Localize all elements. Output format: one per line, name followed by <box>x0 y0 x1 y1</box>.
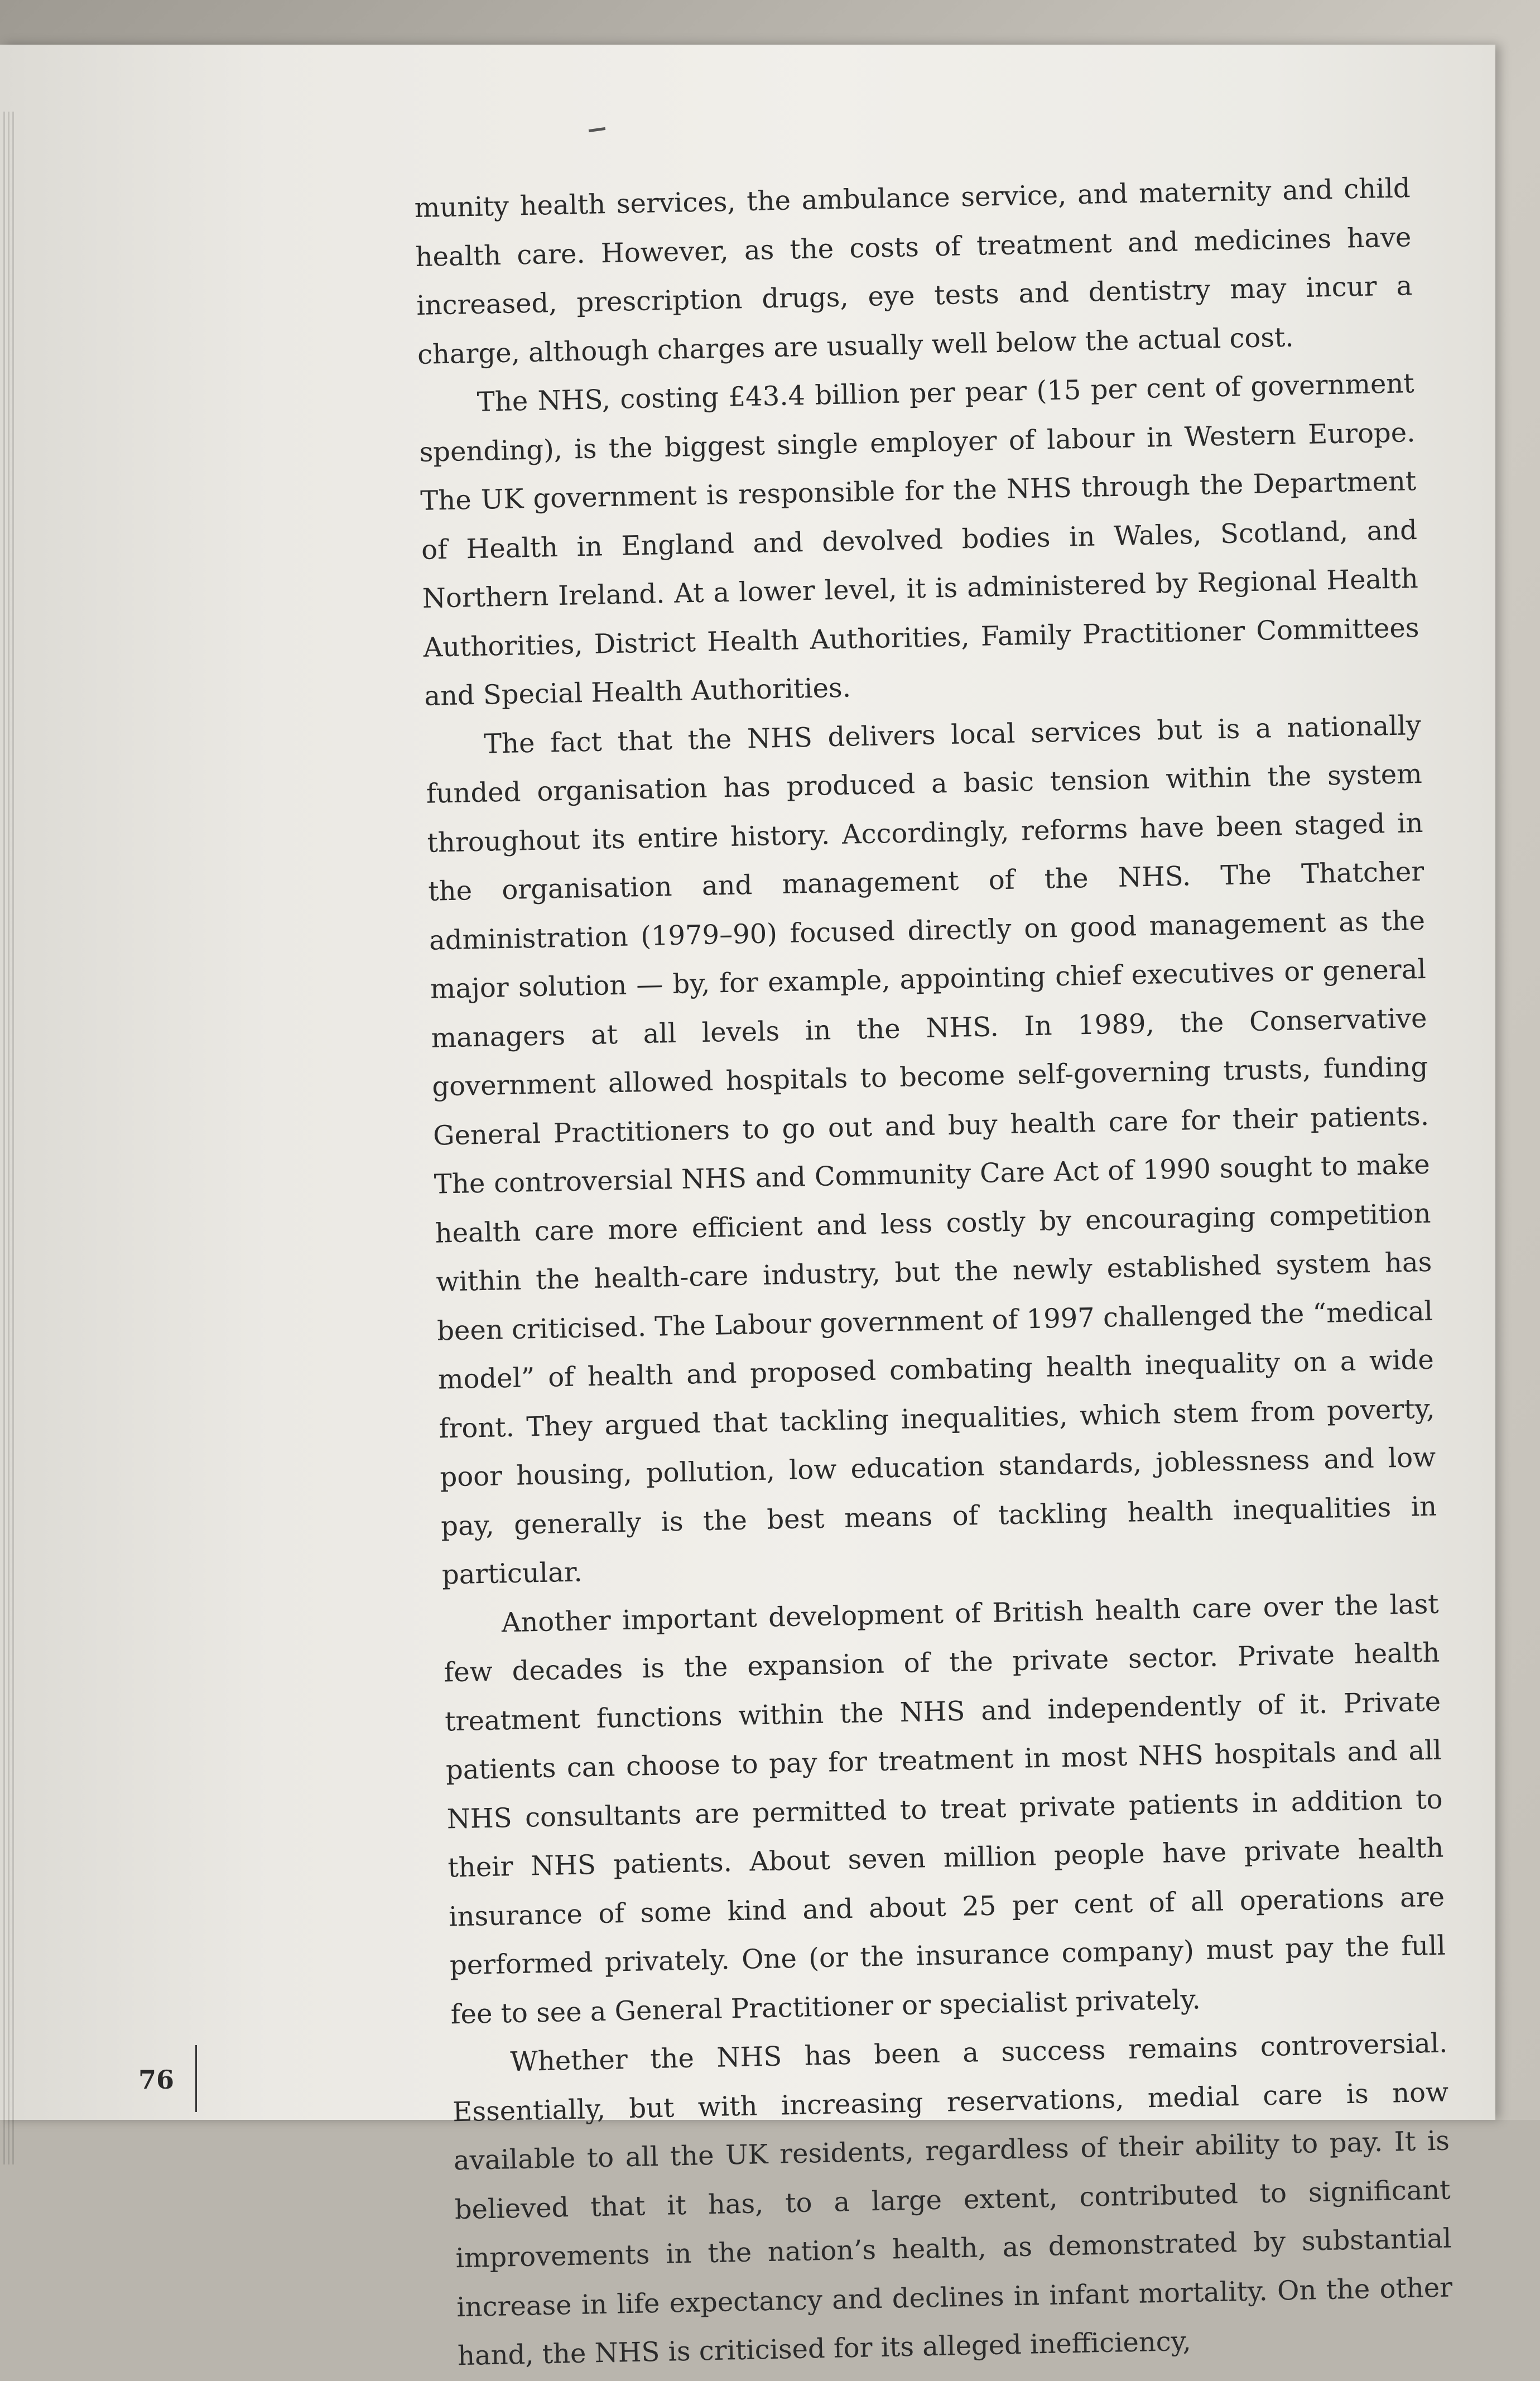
page-number-rule <box>195 2045 197 2112</box>
paragraph: The NHS, costing £43.4 billion per pear (15 per cent of government spending), is the biggest single employer of labour in Western Europe. The UK government is responsible for the NHS through the Department of Health in England and devolved bodies in Wales, Scotland, and Northern Ireland. At a lower level, it is administered by Regional Health Authorities, District Health Authorities, Family Practitioner Committees and Special Health Authorities. <box>419 368 1419 712</box>
body-text <box>414 164 1454 2381</box>
paragraph: Whether the NHS has been a success remains controversial. Essentially, but with increasing reservations, medial care is now available to all the UK residents, regardless of their ability to pay. It is believed that it has, to a large extent, contributed to significant improvements in the nation’s health, as demonstrated by substantial increase in life expectancy and declines in infant mortality. On the other hand, the NHS is criticised for its alleged inefficiency, <box>452 2027 1453 2372</box>
page-edge-line <box>3 112 5 2164</box>
page-edge-line <box>8 112 9 2164</box>
paragraph: munity health services, the ambulance service, and maternity and child health care. However, as the costs of treatment and medicines have increased, prescription drugs, eye tests and dentistry may incur a charge, although charges are usually well below the actual cost. <box>414 172 1413 371</box>
ink-mark <box>589 127 605 132</box>
page-edge-line <box>12 112 14 2164</box>
paragraph: The fact that the NHS delivers local services but is a nationally funded organisation has produced a basic tension within the system throughout its entire history. Accordingly, reforms have been staged in the organisation and management of the NHS. The Thatcher administration (1979–90) focused directly on good management as the major solution — by, for example, appointing chief executives or general managers at all levels in the NHS. In 1989, the Conservative government allowed hospitals to become self-governing trusts, funding General Practitioners to go out and buy health care for their patients. The controversial NHS and Community Care Act of 1990 sought to make health care more efficient and less costly by encouraging competition within the health-care industry, but the newly established system has been criticised. The Labour government of 1997 challenged the “medical model” of health and proposed combating health inequality on a wide front. They argued that tackling inequalities, which stem from poverty, poor housing, pollution, low education standards, joblessness and low pay, generally is the best means of tackling health inequalities in particular. <box>426 709 1437 1591</box>
page-number: 76 <box>138 2065 175 2095</box>
book-page <box>0 45 1495 2372</box>
paragraph: Another important development of British health care over the last few decades is the expansion of the private sector. Private health treatment functions within the NHS and independently of it. Private patients can choose to pay for treatment in most NHS hospitals and all NHS consultants are permitted to treat private patients in addition to their NHS patients. About seven million people have private health insurance of some kind and about 25 per cent of all operations are performed privately. One (or the insurance company) must pay the full fee to see a General Practitioner or specialist privately. <box>443 1588 1446 2030</box>
